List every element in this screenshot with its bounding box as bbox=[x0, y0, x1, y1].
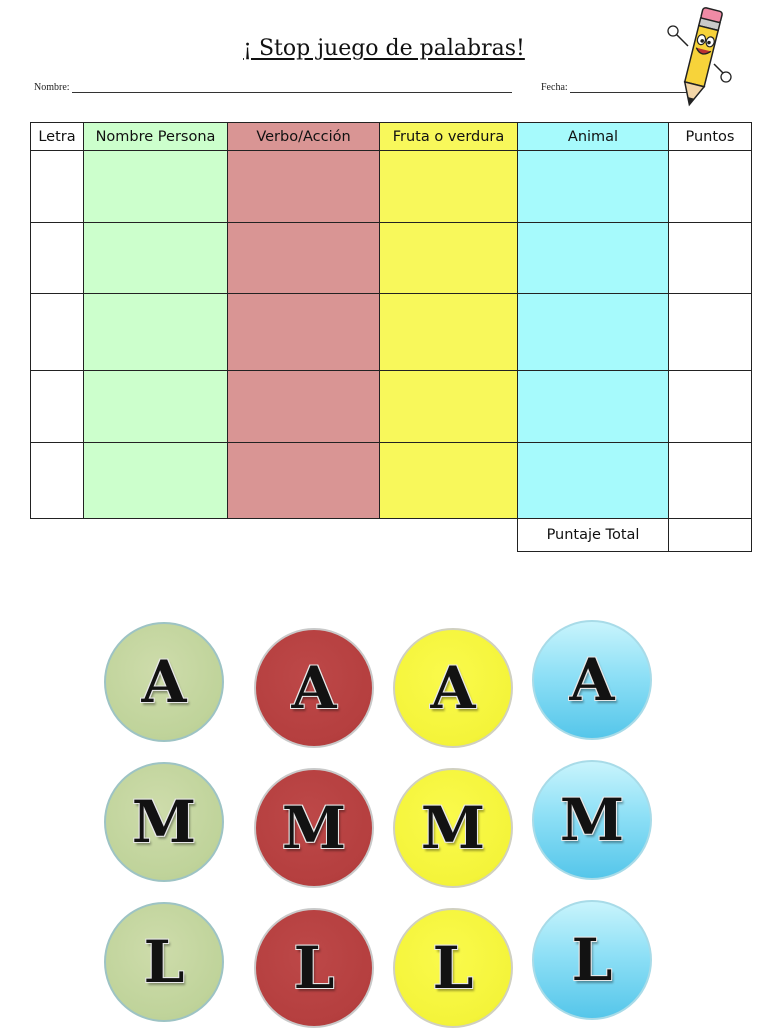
name-label: Nombre: bbox=[34, 82, 70, 93]
cell-animal[interactable] bbox=[518, 443, 669, 519]
cell-nombre-persona[interactable] bbox=[84, 223, 228, 294]
cell-letra[interactable] bbox=[31, 151, 84, 223]
letter-circle-red: L bbox=[254, 908, 374, 1028]
header-puntos: Puntos bbox=[669, 123, 752, 151]
header-nombre-persona: Nombre Persona bbox=[84, 123, 228, 151]
cell-puntos[interactable] bbox=[669, 371, 752, 443]
total-spacer bbox=[31, 519, 518, 552]
table-row bbox=[31, 294, 752, 371]
letter-circle-green: A bbox=[104, 622, 224, 742]
total-label: Puntaje Total bbox=[518, 519, 669, 552]
cell-verbo-accion[interactable] bbox=[228, 151, 380, 223]
table-row bbox=[31, 151, 752, 223]
header-animal: Animal bbox=[518, 123, 669, 151]
header-verbo-accion: Verbo/Acción bbox=[228, 123, 380, 151]
letter-circle-yellow: A bbox=[393, 628, 513, 748]
header-letra: Letra bbox=[31, 123, 84, 151]
name-field[interactable] bbox=[34, 82, 512, 93]
cell-fruta-verdura[interactable] bbox=[380, 443, 518, 519]
score-table bbox=[30, 122, 752, 552]
cell-verbo-accion[interactable] bbox=[228, 223, 380, 294]
cell-verbo-accion[interactable] bbox=[228, 371, 380, 443]
cell-nombre-persona[interactable] bbox=[84, 443, 228, 519]
worksheet-title: ¡ Stop juego de palabras! bbox=[243, 36, 525, 61]
cell-animal[interactable] bbox=[518, 223, 669, 294]
table-row bbox=[31, 371, 752, 443]
cell-puntos[interactable] bbox=[669, 443, 752, 519]
cell-verbo-accion[interactable] bbox=[228, 443, 380, 519]
letter-circle-green: M bbox=[104, 762, 224, 882]
cell-puntos[interactable] bbox=[669, 294, 752, 371]
cell-nombre-persona[interactable] bbox=[84, 371, 228, 443]
cell-fruta-verdura[interactable] bbox=[380, 223, 518, 294]
cell-fruta-verdura[interactable] bbox=[380, 371, 518, 443]
pencil-mascot-icon bbox=[662, 2, 734, 124]
cell-letra[interactable] bbox=[31, 371, 84, 443]
total-value-cell[interactable] bbox=[669, 519, 752, 552]
name-line[interactable] bbox=[72, 83, 512, 93]
table-row bbox=[31, 223, 752, 294]
cell-fruta-verdura[interactable] bbox=[380, 151, 518, 223]
letter-circle-blue: L bbox=[532, 900, 652, 1020]
cell-letra[interactable] bbox=[31, 294, 84, 371]
letter-circle-red: A bbox=[254, 628, 374, 748]
cell-letra[interactable] bbox=[31, 223, 84, 294]
cell-letra[interactable] bbox=[31, 443, 84, 519]
letter-circle-blue: M bbox=[532, 760, 652, 880]
letter-circle-yellow: M bbox=[393, 768, 513, 888]
letter-circle-yellow: L bbox=[393, 908, 513, 1028]
letter-circle-green: L bbox=[104, 902, 224, 1022]
header-row bbox=[31, 123, 752, 151]
total-row bbox=[31, 519, 752, 552]
cell-animal[interactable] bbox=[518, 294, 669, 371]
header-fruta-verdura: Fruta o verdura bbox=[380, 123, 518, 151]
cell-verbo-accion[interactable] bbox=[228, 294, 380, 371]
cell-nombre-persona[interactable] bbox=[84, 294, 228, 371]
table-row bbox=[31, 443, 752, 519]
letter-circle-red: M bbox=[254, 768, 374, 888]
cell-animal[interactable] bbox=[518, 371, 669, 443]
cell-puntos[interactable] bbox=[669, 151, 752, 223]
date-label: Fecha: bbox=[541, 82, 568, 93]
letter-circle-blue: A bbox=[532, 620, 652, 740]
cell-animal[interactable] bbox=[518, 151, 669, 223]
cell-fruta-verdura[interactable] bbox=[380, 294, 518, 371]
cell-nombre-persona[interactable] bbox=[84, 151, 228, 223]
cell-puntos[interactable] bbox=[669, 223, 752, 294]
